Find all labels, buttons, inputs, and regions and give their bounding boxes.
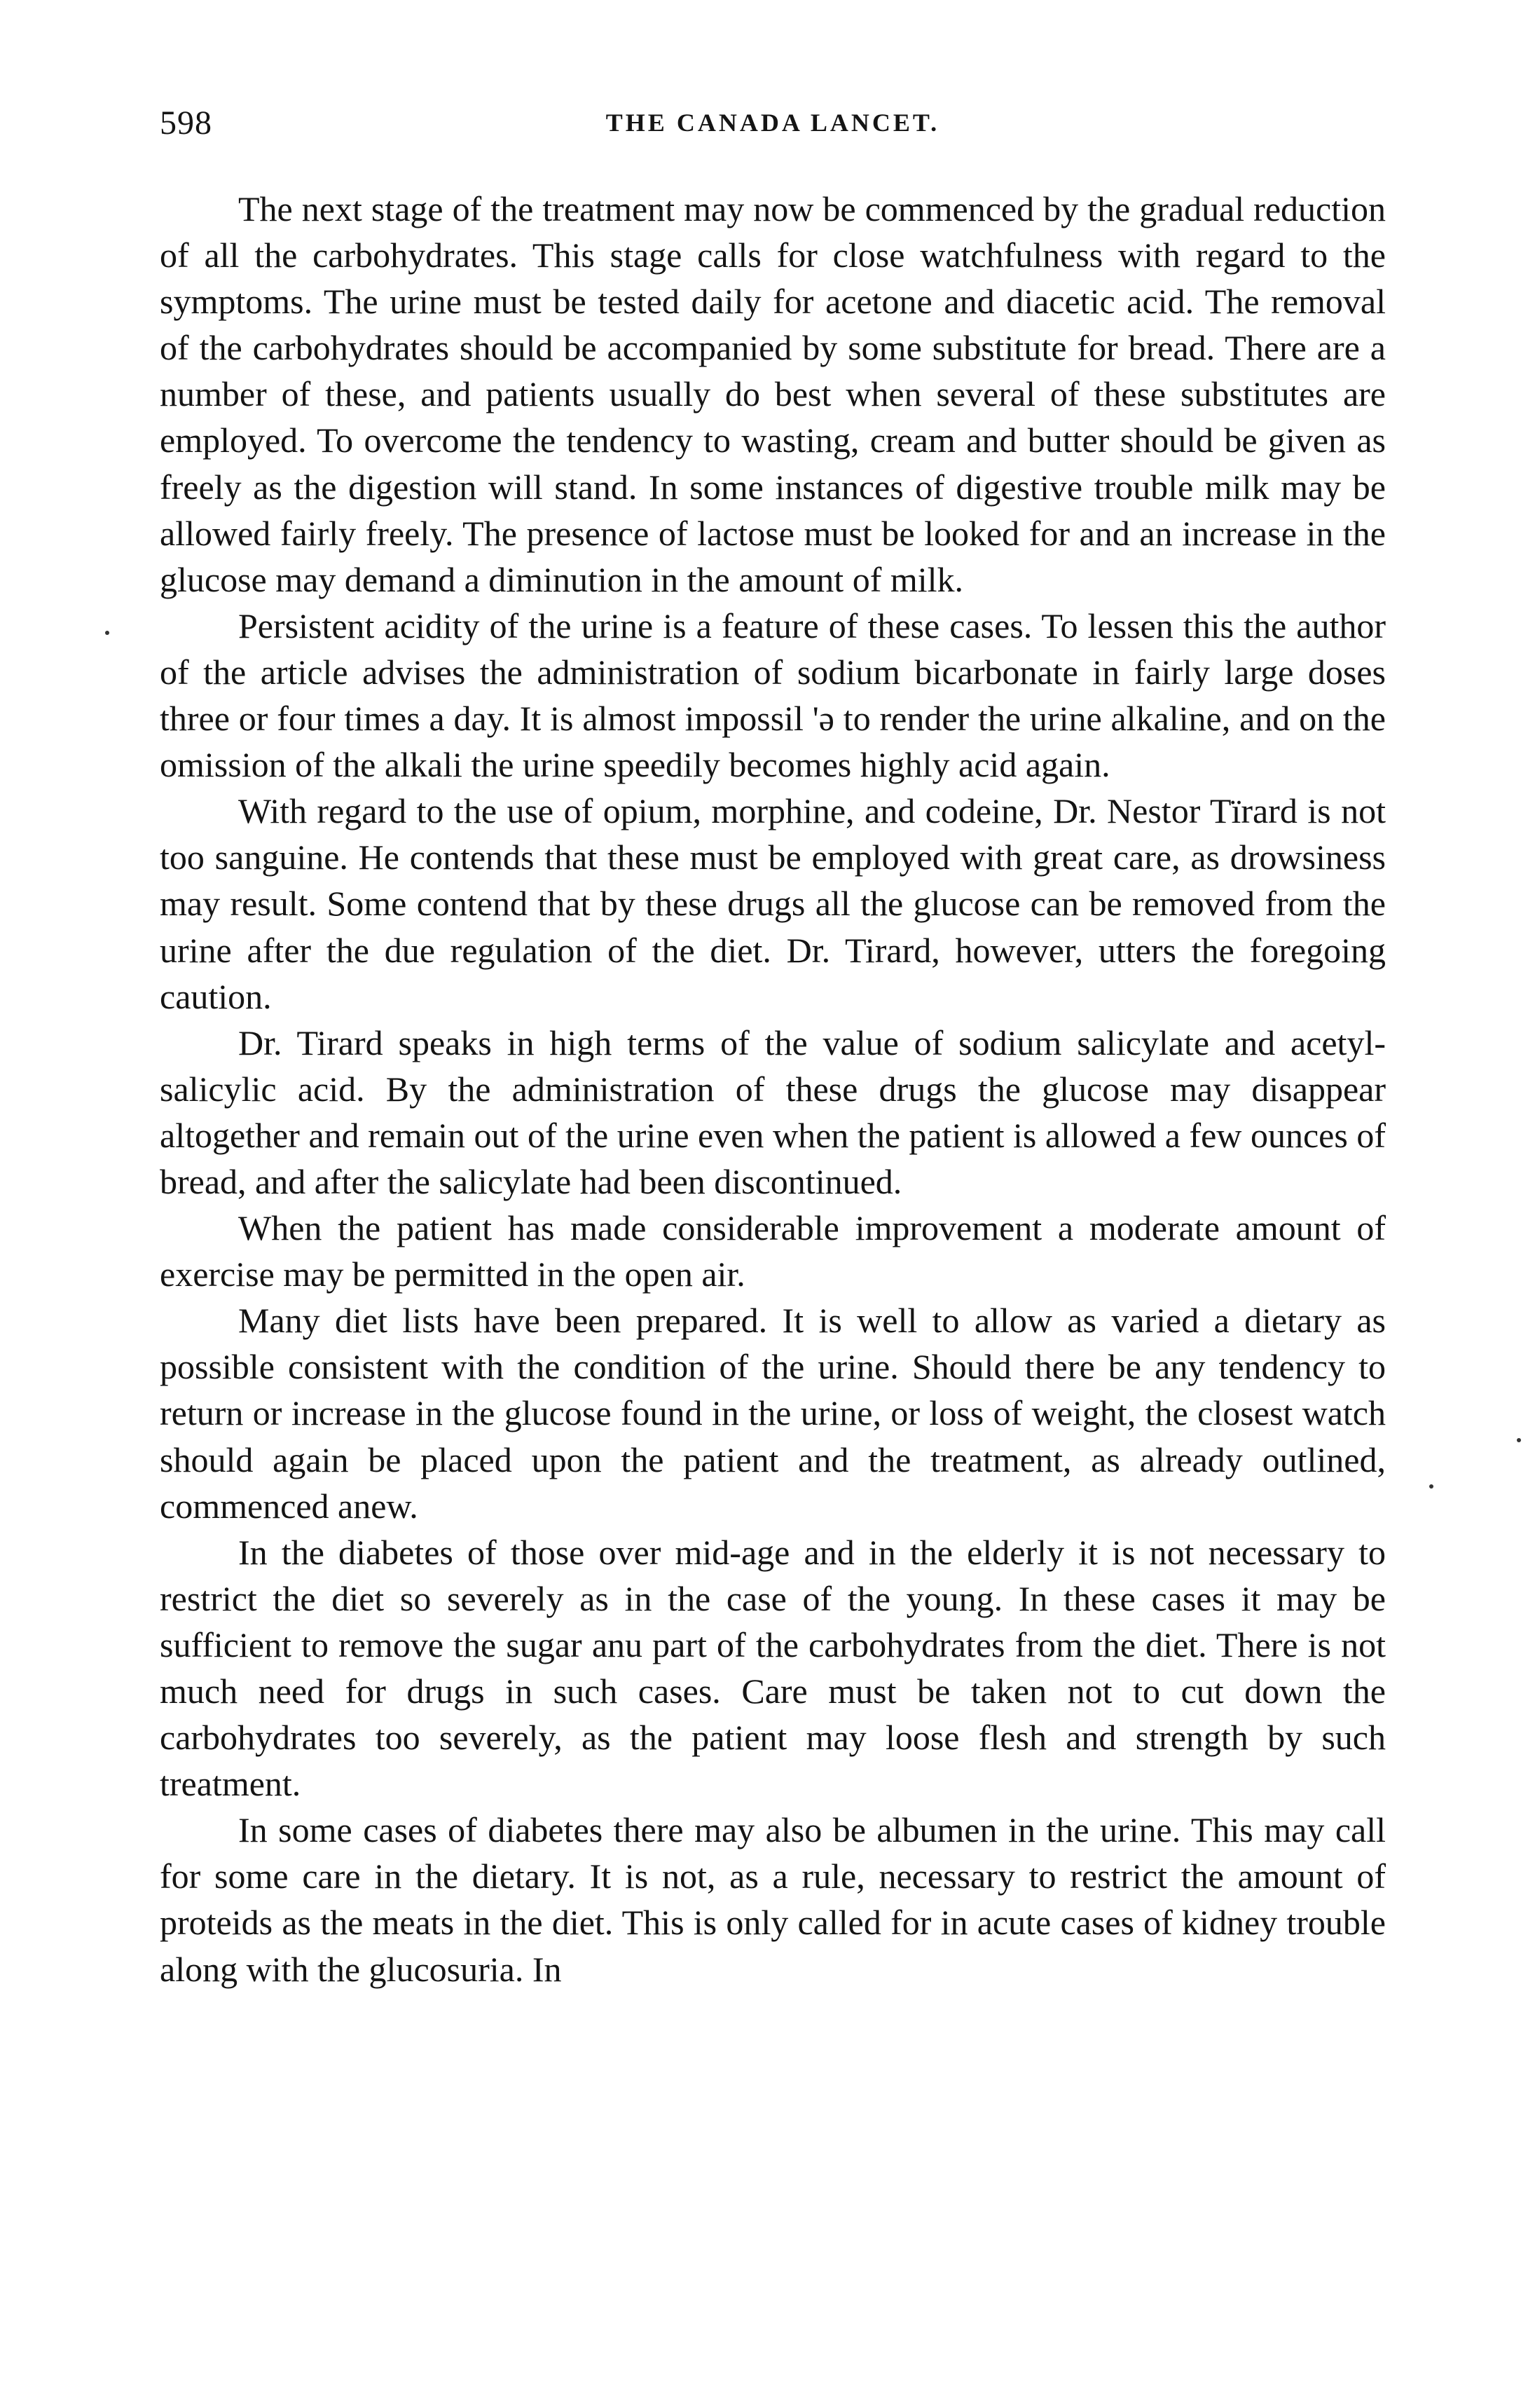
paragraph: With regard to the use of opium, morphine, and codeine, Dr. Nestor Tïrard is not too sanguine. He contends that these must be employed with great care, as drowsiness may result. Some contend that by these drugs all the glucose can be removed from the urine after the due regulation of the diet. Dr. Tirard, however, utters the foregoing caution.	[160, 791, 1386, 1016]
paragraph: When the patient has made considerable improvement a moderate amount of exercise may be permitted in the open air.	[160, 1208, 1386, 1294]
paragraph: In the diabetes of those over mid-age and in the elderly it is not necessary to restrict the diet so severely as in the case of the young. In these cases it may be sufficient to remove the sugar anu part of the carbohydrates from the diet. There is not much need for drugs in such cases. Care must be taken not to cut down the carbohydrates too severely, as the patient may loose flesh and strength by such treatment.	[160, 1532, 1386, 1804]
paragraph: In some cases of diabetes there may also be albumen in the urine. This may call for some care in the dietary. It is not, as a rule, necessary to restrict the amount of proteids as the meats in the diet. This is only called for in acute cases of kidney trouble along with the glucosuria. In	[160, 1810, 1386, 1989]
page-number: 598	[160, 104, 212, 142]
page-header	[160, 104, 1386, 146]
margin-speck	[105, 631, 109, 635]
paragraph: Persistent acidity of the urine is a feature of these cases. To lessen this the author of the article advises the administration of sodium bicarbonate in fairly large doses three or four times a day. It is almost impossil 'ə to render the urine alkaline, and on the omission of the alkali the urine speedily becomes highly acid again.	[160, 606, 1386, 785]
paragraph: Many diet lists have been prepared. It is well to allow as varied a dietary as possible consistent with the condition of the urine. Should there be any tendency to return or increase in the glucose found in the urine, or loss of weight, the closest watch should again be placed upon the patient and the treatment, as already outlined, commenced anew.	[160, 1301, 1386, 1526]
paragraph: Dr. Tirard speaks in high terms of the value of sodium salicylate and acetyl-salicylic acid. By the administration of these drugs the glucose may disappear altogether and remain out of the urine even when the patient is allowed a few ounces of bread, and after the salicylate had been discontinued.	[160, 1022, 1386, 1201]
article-body	[160, 186, 1386, 1992]
margin-speck	[1429, 1484, 1433, 1489]
paragraph: The next stage of the treatment may now be commenced by the gradual reduction of all the carbohydrates. This stage calls for close watchfulness with regard to the symptoms. The urine must be tested daily for acetone and diacetic acid. The removal of the carbohydrates should be accompanied by some substitute for bread. There are a number of these, and patients usually do best when several of these substitutes are employed. To overcome the tendency to wasting, cream and butter should be given as freely as the digestion will stand. In some instances of digestive trouble milk may be allowed fairly freely. The presence of lactose must be looked for and an increase in the glucose may demand a diminution in the amount of milk.	[160, 189, 1386, 599]
margin-speck	[1517, 1438, 1521, 1442]
running-head: THE CANADA LANCET.	[605, 109, 940, 137]
